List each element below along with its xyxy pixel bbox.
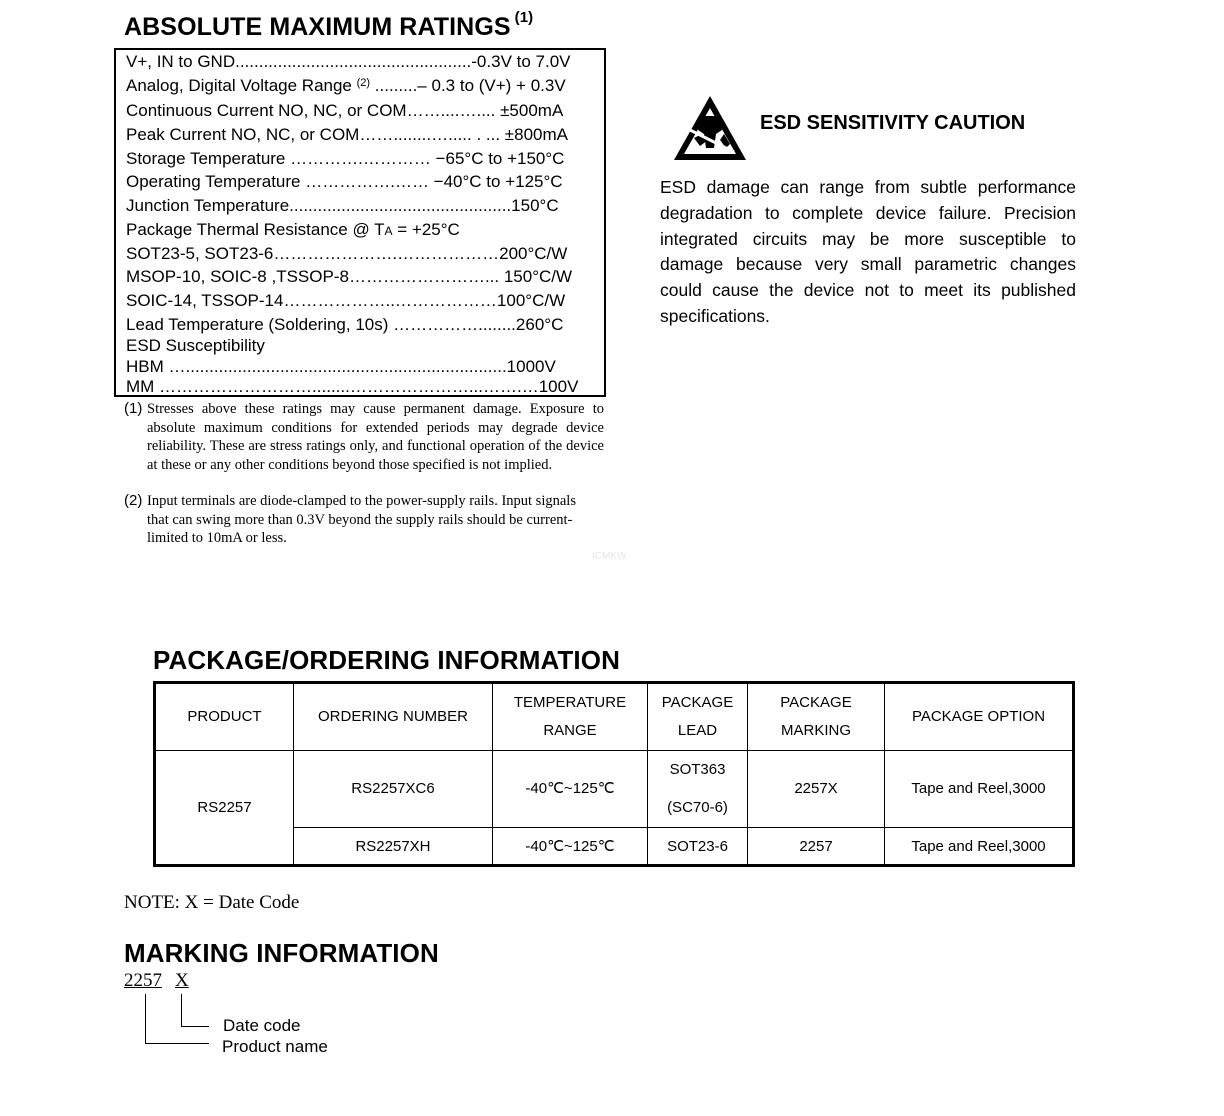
- header-cell: PACKAGE MARKING: [748, 683, 885, 751]
- rating-line: MM ………………………........…………………...…….…100V: [126, 377, 579, 396]
- rating-line: SOT23-5, SOT23-6………………….………………200°C/W: [126, 244, 568, 263]
- header-cell: TEMPERATURE RANGE: [493, 683, 648, 751]
- rating-line: ESD Susceptibility: [126, 336, 265, 355]
- rating-line: Operating Temperature …………….…… −40°C to +125°C: [126, 172, 563, 191]
- rating-line: V+, IN to GND..................................................-0.3V to 7.0V: [126, 52, 571, 71]
- rating-line: Lead Temperature (Soldering, 10s) ……………........260°C: [126, 315, 564, 334]
- header-cell: PACKAGE OPTION: [885, 683, 1074, 751]
- marking-date-char: X: [175, 970, 189, 991]
- header-cell: PACKAGE LEAD: [648, 683, 748, 751]
- rating-line-thermal: Package Thermal Resistance @ TA = +25°C: [126, 220, 460, 239]
- header-cell: ORDERING NUMBER: [294, 683, 493, 751]
- esd-caution-title: ESD SENSITIVITY CAUTION: [760, 112, 1026, 134]
- ratings-box: [114, 48, 606, 397]
- rating-line: MSOP-10, SOIC-8 ,TSSOP-8……………………... 150°C/W: [126, 267, 573, 286]
- table-cell: -40℃~125℃: [493, 751, 648, 828]
- table-cell: 2257: [748, 828, 885, 866]
- date-code-leader-vertical: [181, 994, 182, 1027]
- header-cell: PRODUCT: [155, 683, 294, 751]
- product-cell: RS2257: [155, 751, 294, 866]
- product-name-label: Product name: [222, 1037, 328, 1056]
- watermark: ICMKW: [592, 551, 627, 562]
- table-cell: Tape and Reel,3000: [885, 828, 1074, 866]
- marking-title: MARKING INFORMATION: [124, 938, 439, 968]
- rating-line: HBM …....................................................................1000V: [126, 357, 556, 376]
- date-code-label: Date code: [223, 1016, 301, 1035]
- rating-line-analog: Analog, Digital Voltage Range $^{(2)}$ .........– 0.3 to (V+) + 0.3V: [126, 76, 566, 95]
- footnote-1: (1) Stresses above these ratings may cause permanent damage. Exposure to absolute maximum conditions for extended periods may degrade device reliability. These are stress ratings only, and functional operation of the device at these or any other conditions beyond those specified is not implied.: [124, 400, 604, 473]
- table-header-row: [155, 683, 1074, 751]
- marking-code: 2257: [124, 970, 162, 991]
- table-cell: RS2257XC6: [294, 751, 493, 828]
- table-cell: SOT23-6: [648, 828, 748, 866]
- table-cell: -40℃~125℃: [493, 828, 648, 866]
- footnote-2: (2) Input terminals are diode-clamped to the power-supply rails. Input signals that can swing more than 0.3V beyond the supply rails should be current-limited to 10mA or less.: [124, 492, 576, 546]
- product-name-leader-vertical: [145, 994, 146, 1044]
- rating-line: Junction Temperature...............................................150°C: [126, 196, 559, 215]
- rating-line: Peak Current NO, NC, or COM……........…..... . ... ±800mA: [126, 125, 568, 144]
- rating-line: SOIC-14, TSSOP-14………………..………………100°C/W: [126, 291, 566, 310]
- table-row: [155, 751, 1074, 828]
- table-cell: Tape and Reel,3000: [885, 751, 1074, 828]
- abs-max-title: ABSOLUTE MAXIMUM RATINGS $^{(1)}$: [124, 9, 534, 41]
- esd-caution-text: ESD damage can range from subtle performance degradation to complete device failure. Precision integrated circuits may be more susceptible to damage because very small parametric changes could cause the device not to meet its published specifications.: [660, 177, 1076, 326]
- table-cell: RS2257XH: [294, 828, 493, 866]
- ordering-title: PACKAGE/ORDERING INFORMATION: [153, 645, 620, 675]
- date-code-leader-horizontal: [181, 1026, 209, 1027]
- product-name-leader-horizontal: [145, 1043, 209, 1044]
- rating-line: Continuous Current NO, NC, or COM……....….... ±500mA: [126, 101, 564, 120]
- table-cell: 2257X: [748, 751, 885, 828]
- rating-line: Storage Temperature ………….………… −65°C to +150°C: [126, 149, 565, 168]
- date-code-note: NOTE: X = Date Code: [124, 892, 300, 913]
- esd-warning-icon: [672, 94, 748, 162]
- table-cell: SOT363 (SC70-6): [648, 751, 748, 828]
- ordering-table: [153, 681, 1075, 867]
